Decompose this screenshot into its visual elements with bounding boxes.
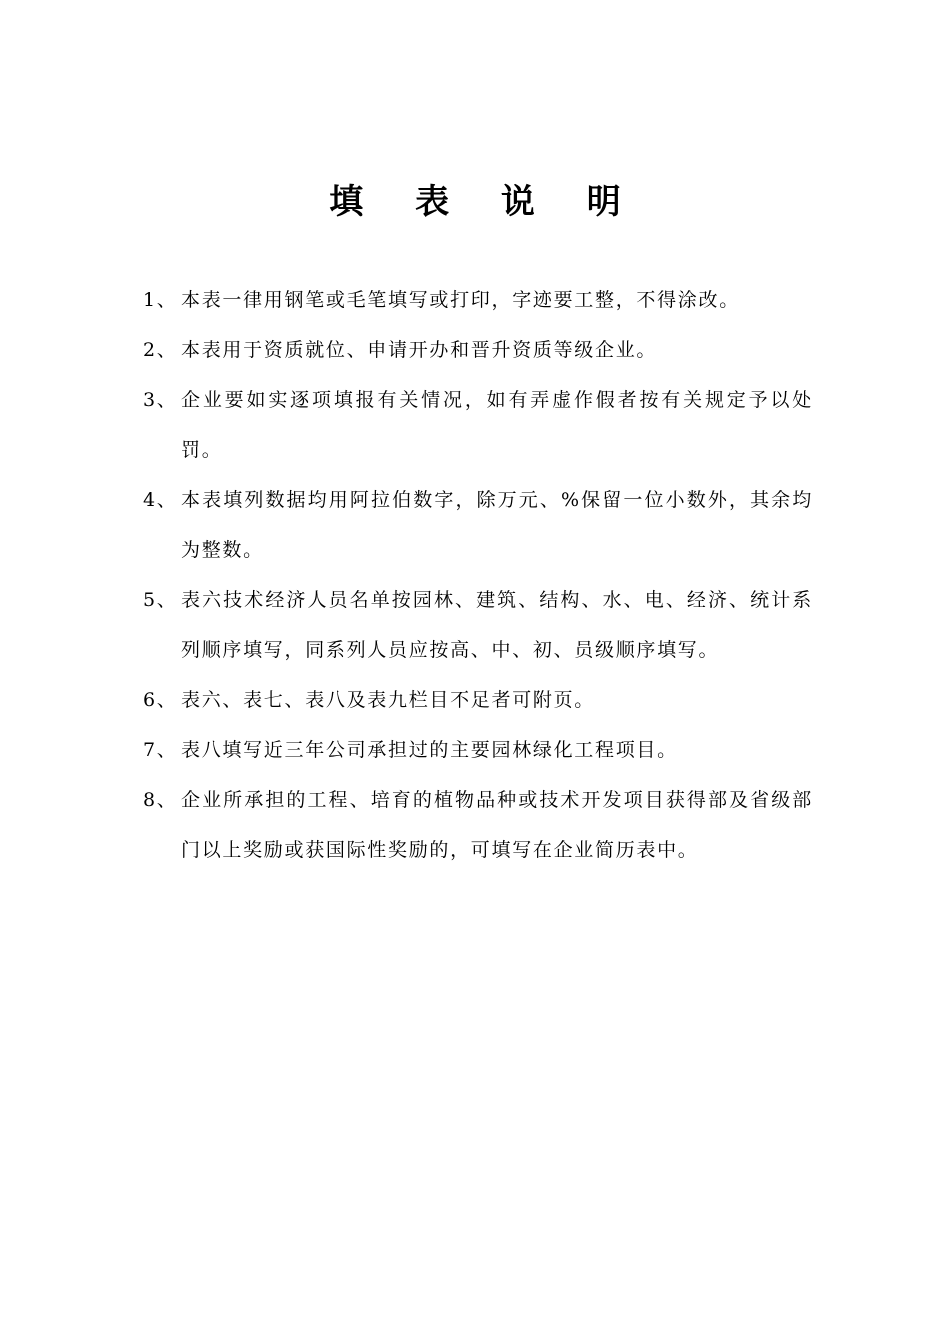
item-number: 1、 [143,289,178,311]
item-number: 6、 [143,689,178,711]
list-item [143,325,813,375]
item-number: 8、 [143,789,178,811]
item-text: 本表用于资质就位、申请开办和晋升资质等级企业。 [181,339,658,361]
page-title: 填 表 说 明 [329,182,641,222]
list-item [143,775,813,875]
item-number: 4、 [143,489,178,511]
item-number: 7、 [143,739,178,761]
item-text: 本表填列数据均用阿拉伯数字，除万元、%保留一位小数外，其余均为整数。 [181,489,813,561]
item-text: 企业所承担的工程、培育的植物品种或技术开发项目获得部及省级部门以上奖励或获国际性奖励的，可填写在企业简历表中。 [181,789,813,861]
instruction-list [143,275,813,875]
item-number: 2、 [143,339,178,361]
list-item [143,275,813,325]
list-item [143,475,813,575]
item-text: 表六、表七、表八及表九栏目不足者可附页。 [181,689,596,711]
list-item [143,575,813,675]
item-number: 3、 [143,389,178,411]
item-text: 本表一律用钢笔或毛笔填写或打印，字迹要工整，不得涂改。 [181,289,740,311]
list-item [143,725,813,775]
item-text: 表六技术经济人员名单按园林、建筑、结构、水、电、经济、统计系列顺序填写，同系列人员应按高、中、初、员级顺序填写。 [181,589,813,661]
list-item [143,675,813,725]
list-item [143,375,813,475]
item-text: 表八填写近三年公司承担过的主要园林绿化工程项目。 [181,739,678,761]
item-number: 5、 [143,589,178,611]
item-text: 企业要如实逐项填报有关情况，如有弄虚作假者按有关规定予以处罚。 [181,389,813,461]
